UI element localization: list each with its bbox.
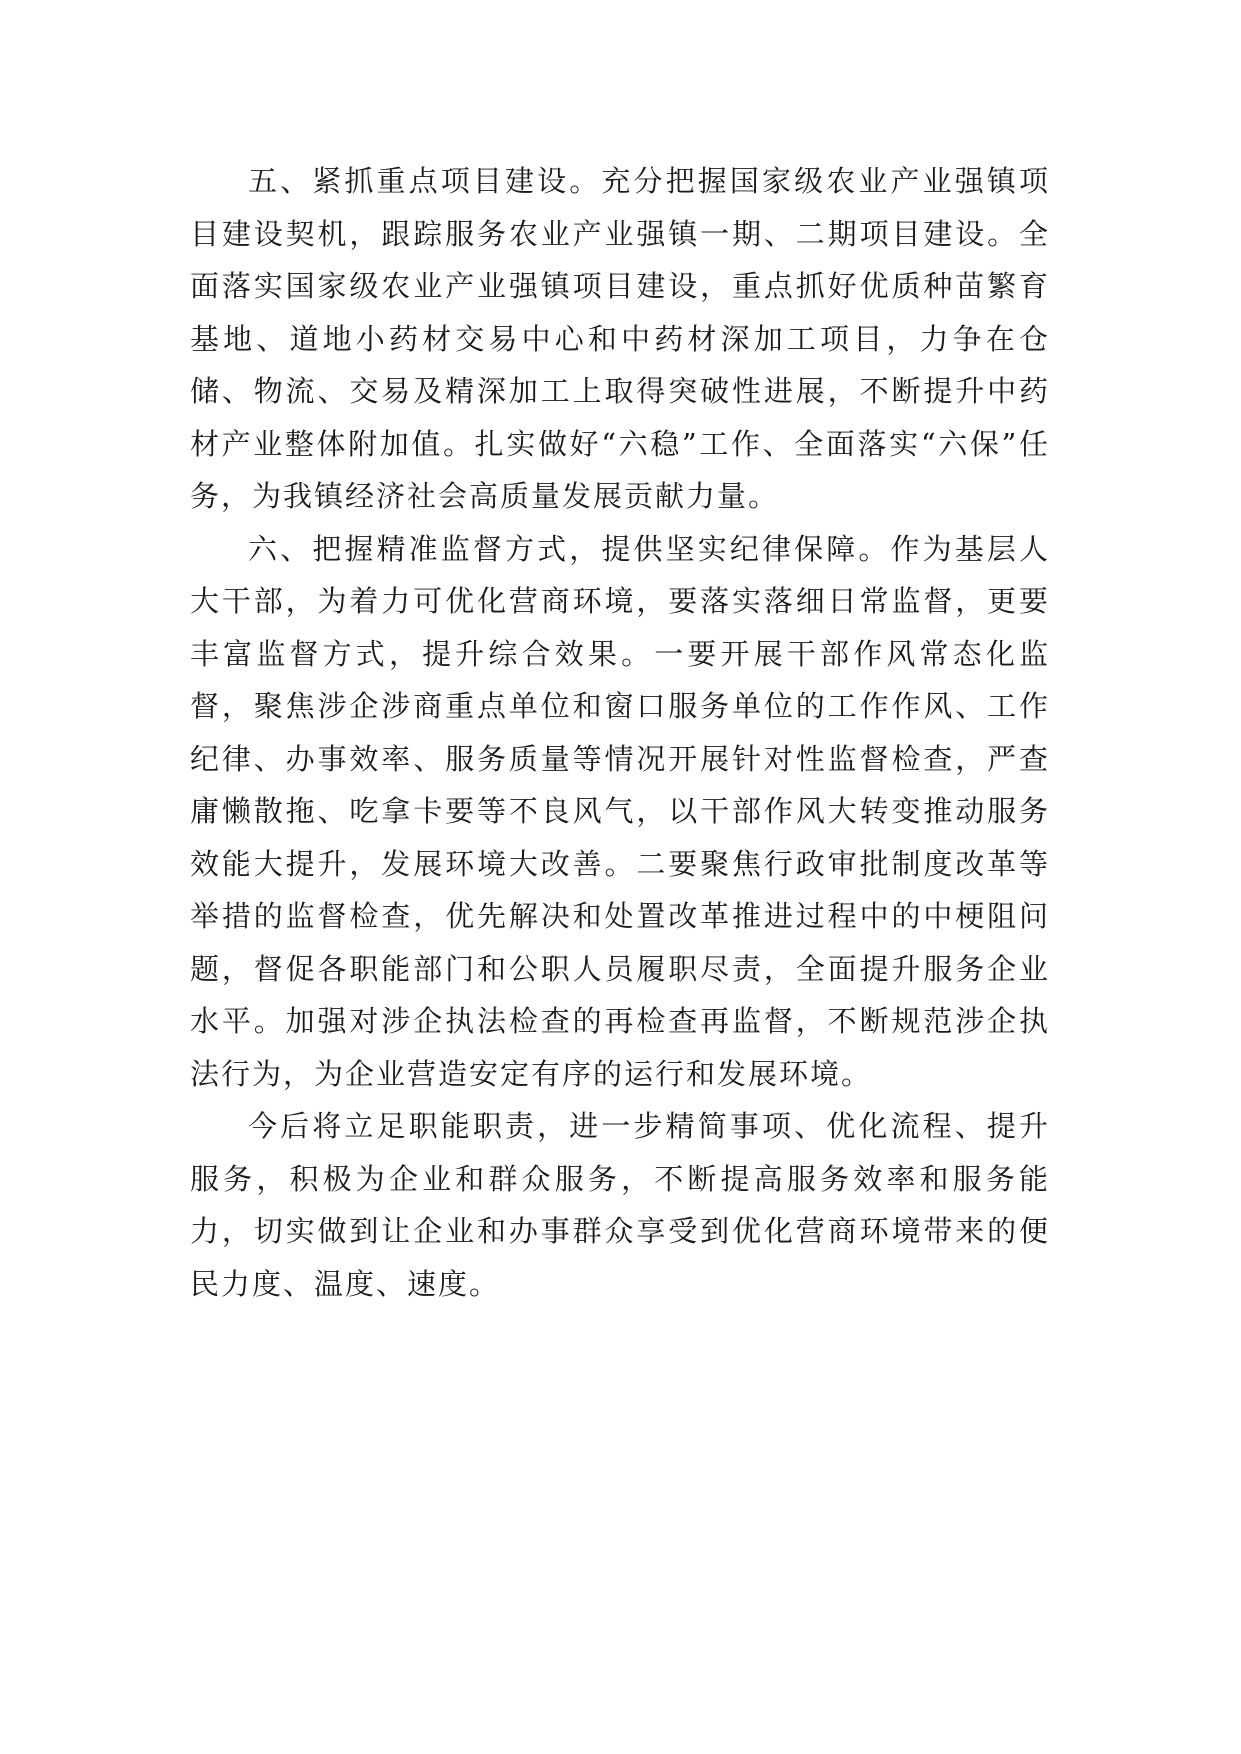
paragraph-conclusion: 今后将立足职能职责，进一步精简事项、优化流程、提升服务，积极为企业和群众服务，不断提高服务效率和服务能力，切实做到让企业和办事群众享受到优化营商环境带来的便民力度、温度、速度。: [190, 1109, 1050, 1301]
paragraph-project-construction: 五、紧抓重点项目建设。充分把握国家级农业产业强镇项目建设契机，跟踪服务农业产业强镇一期、二期项目建设。全面落实国家级农业产业强镇项目建设，重点抓好优质种苗繁育基地、道地小药材交易中心和中药材深加工项目，力争在仓储、物流、交易及精深加工上取得突破性进展，不断提升中药材产业整体附加值。扎实做好“六稳”工作、全面落实“六保”任务，为我镇经济社会高质量发展贡献力量。: [190, 164, 1050, 513]
paragraph-supervision: 六、把握精准监督方式，提供坚实纪律保障。作为基层人大干部，为着力可优化营商环境，要落实落细日常监督，更要丰富监督方式，提升综合效果。一要开展干部作风常态化监督，聚焦涉企涉商重点单位和窗口服务单位的工作作风、工作纪律、办事效率、服务质量等情况开展针对性监督检查，严查庸懒散拖、吃拿卡要等不良风气，以干部作风大转变推动服务效能大提升，发展环境大改善。二要聚焦行政审批制度改革等举措的监督检查，优先解决和处置改革推进过程中的中梗阻问题，督促各职能部门和公职人员履职尽责，全面提升服务企业水平。加强对涉企执法检查的再检查再监督，不断规范涉企执法行为，为企业营造安定有序的运行和发展环境。: [190, 531, 1050, 1091]
document-page: [190, 155, 1050, 1310]
